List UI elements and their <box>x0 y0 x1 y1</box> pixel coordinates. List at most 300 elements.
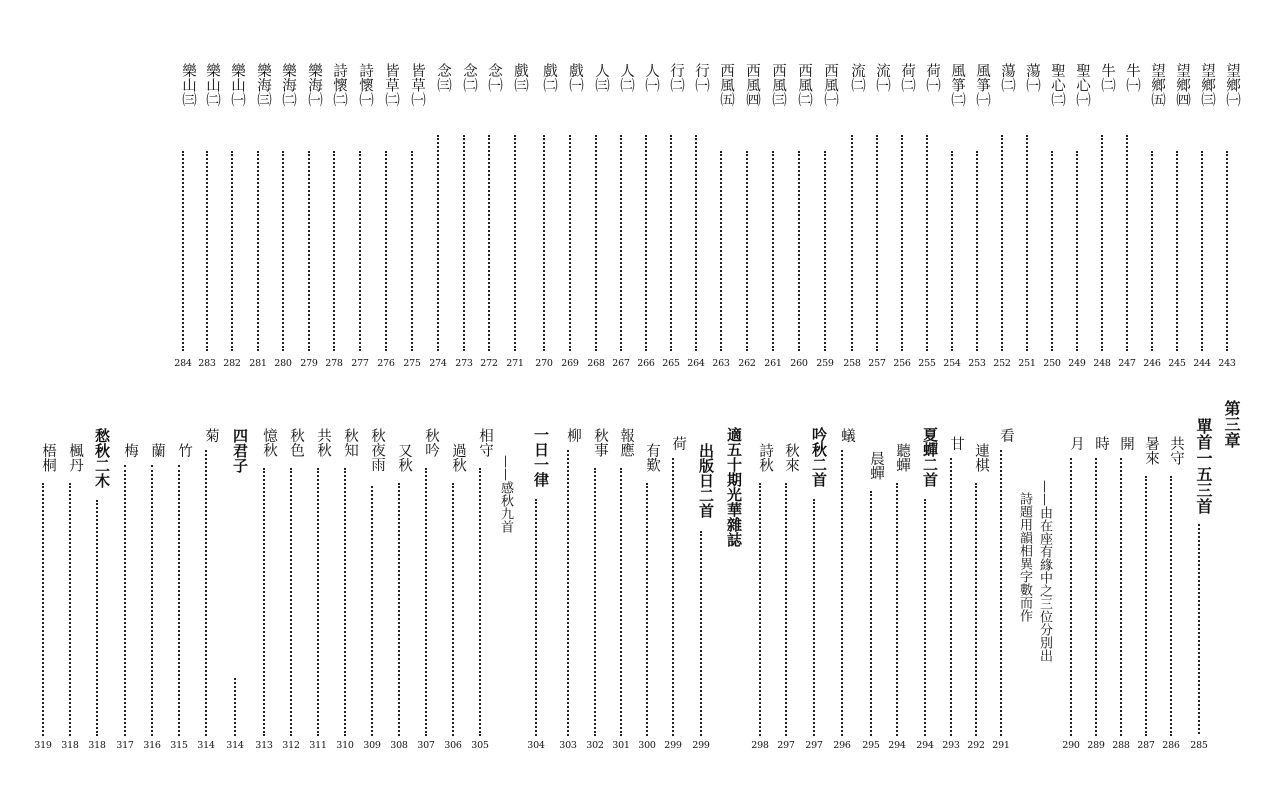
chapter-title: 第三章 <box>1222 400 1241 448</box>
leader-dots <box>1026 135 1028 351</box>
entry-page-number: 294 <box>888 740 906 751</box>
toc-entry <box>1039 63 1065 373</box>
toc-entry <box>889 63 915 373</box>
entry-title: 西風㈣ <box>744 63 760 107</box>
entry-page-number: 279 <box>300 358 318 369</box>
toc-entry <box>359 428 385 758</box>
toc-entry <box>1108 436 1134 758</box>
entry-title: 望鄉㈠ <box>1224 63 1240 107</box>
leader-dots <box>594 468 596 736</box>
entry-page-number: 265 <box>662 358 680 369</box>
entry-title: 牛㈠ <box>1124 63 1140 92</box>
entry-page-number: 252 <box>993 358 1011 369</box>
toc-entry <box>467 428 493 758</box>
entry-page-number: 273 <box>455 358 473 369</box>
entry-page-number: 271 <box>506 358 524 369</box>
leader-dots <box>234 678 236 736</box>
entry-title: 竹 <box>176 443 192 458</box>
side-note: ——感秋九首 <box>498 455 513 533</box>
leader-dots <box>924 499 926 736</box>
toc-entry <box>502 63 528 373</box>
toc-entry <box>84 428 110 758</box>
leader-dots <box>772 151 774 351</box>
entry-page-number: 293 <box>942 740 960 751</box>
toc-entry <box>1064 63 1090 373</box>
entry-title: 秋知 <box>342 428 358 457</box>
entry-page-number: 250 <box>1043 358 1061 369</box>
entry-title: 梧桐 <box>40 443 56 472</box>
leader-dots <box>1145 476 1147 736</box>
toc-entry <box>1189 63 1215 373</box>
entry-page-number: 285 <box>1190 740 1208 751</box>
leader-dots <box>646 483 648 736</box>
entry-page-number: 270 <box>535 358 553 369</box>
entry-page-number: 264 <box>687 358 705 369</box>
toc-entry <box>839 63 865 373</box>
entry-title: 楓丹 <box>67 443 83 472</box>
leader-dots <box>1070 458 1072 736</box>
entry-title: 流㈡ <box>849 63 865 92</box>
section-title: 單首一五三首 <box>1194 418 1213 514</box>
entry-title: 樂海㈠ <box>306 63 322 107</box>
toc-entry <box>988 428 1014 758</box>
entry-title: 望鄉㈢ <box>1199 63 1215 107</box>
toc-entry <box>829 428 855 758</box>
entry-title: 秋色 <box>288 428 304 457</box>
entry-title: 念㈡ <box>461 63 477 92</box>
entry-page-number: 311 <box>309 740 327 751</box>
entry-title: 又秋 <box>396 443 412 472</box>
entry-page-number: 303 <box>559 740 577 751</box>
entry-title: 秋吟 <box>423 428 439 457</box>
toc-entry <box>989 63 1015 373</box>
entry-title: 樂海㈡ <box>280 63 296 107</box>
toc-entry <box>30 443 56 758</box>
leader-dots <box>344 468 346 736</box>
toc-entry <box>773 443 799 758</box>
entry-title: 西風㈢ <box>770 63 786 107</box>
leader-dots <box>308 151 310 351</box>
toc-entry <box>555 428 581 758</box>
entry-title: 吟秋二首 <box>810 427 828 487</box>
toc-entry <box>963 443 989 758</box>
entry-title: 行㈠ <box>693 63 709 92</box>
side-note: ——由在座有緣中之三位分別出 <box>1037 480 1052 662</box>
toc-entry <box>633 63 659 373</box>
leader-dots <box>1051 151 1053 351</box>
entry-title: 愁秋二木 <box>93 428 111 488</box>
toc-entry <box>193 428 219 758</box>
entry-page-number: 297 <box>777 740 795 751</box>
toc-entry <box>170 63 196 373</box>
leader-dots <box>700 531 702 736</box>
toc-entry <box>139 443 165 758</box>
entry-title: 秋事 <box>592 428 608 457</box>
entry-page-number: 309 <box>363 740 381 751</box>
toc-entry <box>760 63 786 373</box>
entry-page-number: 299 <box>664 740 682 751</box>
entry-title: 西風㈡ <box>796 63 812 107</box>
entry-title: 牛㈡ <box>1099 63 1115 92</box>
toc-entry <box>1139 63 1165 373</box>
entry-page-number: 246 <box>1143 358 1161 369</box>
entry-page-number: 266 <box>637 358 655 369</box>
entry-title: 蕩㈡ <box>999 63 1015 92</box>
toc-entry <box>531 63 557 373</box>
entry-title: 詩懷㈡ <box>331 63 347 107</box>
leader-dots <box>926 135 928 351</box>
toc-entry <box>523 427 549 758</box>
entry-page-number: 294 <box>916 740 934 751</box>
leader-dots <box>452 483 454 736</box>
toc-entry <box>914 63 940 373</box>
entry-page-number: 263 <box>712 358 730 369</box>
toc-entry <box>305 428 331 758</box>
entry-page-number: 295 <box>862 740 880 751</box>
leader-dots <box>96 500 98 736</box>
entry-page-number: 282 <box>223 358 241 369</box>
leader-dots <box>901 135 903 351</box>
entry-page-number: 288 <box>1112 740 1130 751</box>
toc-entry <box>938 436 964 758</box>
toc-entry <box>1058 436 1084 758</box>
toc-entry <box>1014 63 1040 373</box>
entry-title: 聽蟬 <box>894 443 910 472</box>
entry-title: 看 <box>998 428 1014 443</box>
leader-dots <box>746 151 748 351</box>
leader-dots <box>479 468 481 736</box>
entry-title: 相守 <box>477 428 493 457</box>
toc-entry <box>112 443 138 758</box>
entry-title: 出版日二首 <box>697 443 715 518</box>
leader-dots <box>870 491 872 736</box>
toc-entry <box>858 451 884 758</box>
entry-title: 晨蟬 <box>868 451 884 480</box>
toc-entry <box>939 63 965 373</box>
entry-title: 秋夜雨 <box>369 428 385 472</box>
entry-title: 有歎 <box>644 443 660 472</box>
entry-title: 夏蟬二首 <box>921 427 939 487</box>
entry-page-number: 302 <box>586 740 604 751</box>
entry-page-number: 287 <box>1137 740 1155 751</box>
toc-entry <box>786 63 812 373</box>
entry-title: 風箏㈠ <box>974 63 990 107</box>
leader-dots <box>1120 458 1122 736</box>
entry-page-number: 281 <box>249 358 267 369</box>
entry-page-number: 257 <box>868 358 886 369</box>
entry-title: 一日一律 <box>532 427 550 487</box>
entry-title: 念㈢ <box>435 63 451 92</box>
toc-entry <box>222 428 248 758</box>
entry-title: 西風㈤ <box>718 63 734 107</box>
leader-dots <box>535 499 537 736</box>
toc-entry <box>608 428 634 758</box>
leader-dots <box>488 135 490 351</box>
leader-dots <box>178 465 180 736</box>
entry-page-number: 256 <box>893 358 911 369</box>
leader-dots <box>437 135 439 351</box>
entry-title: 暑來 <box>1143 436 1159 465</box>
toc-entry <box>278 428 304 758</box>
entry-page-number: 292 <box>967 740 985 751</box>
entry-title: 戲㈢ <box>512 63 528 92</box>
entry-title: 詩懷㈠ <box>357 63 373 107</box>
toc-entry <box>557 63 583 373</box>
entry-page-number: 310 <box>336 740 354 751</box>
toc-entry <box>812 63 838 373</box>
leader-dots <box>951 151 953 351</box>
entry-title: 時 <box>1093 436 1109 451</box>
entry-page-number: 253 <box>968 358 986 369</box>
leader-dots <box>317 468 319 736</box>
entry-title: 西風㈠ <box>822 63 838 107</box>
entry-page-number: 262 <box>738 358 756 369</box>
toc-entry <box>476 63 502 373</box>
entry-page-number: 304 <box>527 740 545 751</box>
entry-title: 風箏㈡ <box>949 63 965 107</box>
entry-page-number: 298 <box>751 740 769 751</box>
entry-title: 蟻 <box>839 428 855 443</box>
leader-dots <box>124 465 126 736</box>
toc-entry <box>425 63 451 373</box>
toc-entry <box>884 443 910 758</box>
entry-page-number: 261 <box>764 358 782 369</box>
entry-page-number: 319 <box>34 740 52 751</box>
leader-dots <box>333 151 335 351</box>
toc-entry <box>964 63 990 373</box>
toc-entry <box>734 63 760 373</box>
toc-entry <box>373 63 399 373</box>
toc-entry <box>166 443 192 758</box>
entry-page-number: 318 <box>88 740 106 751</box>
entry-title: 人㈢ <box>593 63 609 92</box>
entry-page-number: 308 <box>390 740 408 751</box>
entry-page-number: 258 <box>843 358 861 369</box>
entry-page-number: 248 <box>1093 358 1111 369</box>
entry-title: 皆草㈡ <box>383 63 399 107</box>
entry-title: 荷㈠ <box>924 63 940 92</box>
toc-entry <box>864 63 890 373</box>
toc-entry <box>413 428 439 758</box>
entry-title: 蕩㈠ <box>1024 63 1040 92</box>
entry-page-number: 284 <box>174 358 192 369</box>
entry-title: 開 <box>1118 436 1134 451</box>
entry-page-number: 299 <box>692 740 710 751</box>
leader-dots <box>1170 476 1172 736</box>
entry-page-number: 269 <box>561 358 579 369</box>
entry-title: 秋來 <box>783 443 799 472</box>
entry-title: 共秋 <box>315 428 331 457</box>
leader-dots <box>950 458 952 736</box>
entry-page-number: 278 <box>325 358 343 369</box>
leader-dots <box>1076 151 1078 351</box>
toc-entry <box>270 63 296 373</box>
toc-entry <box>582 428 608 758</box>
entry-page-number: 267 <box>612 358 630 369</box>
toc-entry <box>1114 63 1140 373</box>
entry-page-number: 283 <box>198 358 216 369</box>
toc-entry <box>747 443 773 758</box>
entry-title: 皆草㈠ <box>409 63 425 107</box>
entry-title: 人㈡ <box>618 63 634 92</box>
leader-dots <box>645 135 647 351</box>
entry-page-number: 314 <box>226 740 244 751</box>
journal-heading <box>716 427 742 587</box>
entry-page-number: 276 <box>377 358 395 369</box>
entry-title: 樂山㈠ <box>229 63 245 107</box>
entry-page-number: 286 <box>1162 740 1180 751</box>
toc-entry <box>634 443 660 758</box>
entry-title: 望鄉㈣ <box>1174 63 1190 107</box>
leader-dots <box>670 135 672 351</box>
leader-dots <box>720 151 722 351</box>
entry-page-number: 301 <box>612 740 630 751</box>
entry-page-number: 289 <box>1087 740 1105 751</box>
entry-page-number: 249 <box>1068 358 1086 369</box>
leader-dots <box>206 151 208 351</box>
entry-title: 過秋 <box>450 443 466 472</box>
entry-title: 聖心㈡ <box>1049 63 1065 107</box>
leader-dots <box>385 151 387 351</box>
leader-dots <box>205 450 207 736</box>
leader-dots <box>1000 450 1002 736</box>
toc-entry <box>296 63 322 373</box>
entry-page-number: 290 <box>1062 740 1080 751</box>
leader-dots <box>975 483 977 736</box>
entry-title: 詩秋 <box>757 443 773 472</box>
leader-dots <box>876 135 878 351</box>
leader-dots <box>42 483 44 736</box>
entry-page-number: 314 <box>197 740 215 751</box>
leader-dots <box>1198 524 1200 734</box>
entry-page-number: 291 <box>992 740 1010 751</box>
toc-entry <box>1083 436 1109 758</box>
toc-entry <box>440 443 466 758</box>
entry-page-number: 259 <box>816 358 834 369</box>
leader-dots <box>371 486 373 736</box>
toc-entry <box>912 427 938 758</box>
leader-dots <box>290 468 292 736</box>
toc-entry <box>347 63 373 373</box>
entry-title: 梅 <box>122 443 138 458</box>
entry-title: 四君子 <box>231 428 249 473</box>
entry-page-number: 307 <box>417 740 435 751</box>
entry-title: 樂海㈢ <box>255 63 271 107</box>
leader-dots <box>851 135 853 351</box>
toc-entry <box>683 63 709 373</box>
toc-entry <box>245 63 271 373</box>
toc-entry <box>332 428 358 758</box>
entry-page-number: 254 <box>943 358 961 369</box>
leader-dots <box>263 468 265 736</box>
entry-title: 聖心㈠ <box>1074 63 1090 107</box>
entry-page-number: 272 <box>480 358 498 369</box>
side-note: 詩題用韻相異字數而作 <box>1017 492 1032 622</box>
entry-page-number: 243 <box>1218 358 1236 369</box>
entry-page-number: 260 <box>790 358 808 369</box>
toc-entry <box>583 63 609 373</box>
leader-dots <box>896 483 898 736</box>
leader-dots <box>1226 151 1228 351</box>
toc-entry <box>57 443 83 758</box>
toc-entry <box>219 63 245 373</box>
entry-title: 行㈡ <box>668 63 684 92</box>
leader-dots <box>1001 135 1003 351</box>
leader-dots <box>1101 135 1103 351</box>
entry-page-number: 275 <box>403 358 421 369</box>
entry-title: 蘭 <box>149 443 165 458</box>
leader-dots <box>672 458 674 736</box>
entry-page-number: 312 <box>282 740 300 751</box>
entry-page-number: 305 <box>471 740 489 751</box>
entry-page-number: 306 <box>444 740 462 751</box>
chapter-heading <box>1214 400 1240 460</box>
toc-entry <box>708 63 734 373</box>
entry-title: 樂山㈢ <box>180 63 196 107</box>
leader-dots <box>231 151 233 351</box>
leader-dots <box>798 151 800 351</box>
entry-title: 人㈠ <box>643 63 659 92</box>
leader-dots <box>785 483 787 736</box>
entry-page-number: 255 <box>918 358 936 369</box>
leader-dots <box>282 151 284 351</box>
leader-dots <box>759 483 761 736</box>
leader-dots <box>543 135 545 351</box>
entry-page-number: 244 <box>1193 358 1211 369</box>
leader-dots <box>813 499 815 736</box>
entry-title: 樂山㈡ <box>204 63 220 107</box>
leader-dots <box>1095 458 1097 736</box>
leader-dots <box>976 151 978 351</box>
entry-title: 報應 <box>618 428 634 457</box>
leader-dots <box>595 135 597 351</box>
toc-entry <box>1214 63 1240 373</box>
toc-entry <box>251 428 277 758</box>
toc-entry <box>801 427 827 758</box>
leader-dots <box>359 151 361 351</box>
leader-dots <box>514 135 516 351</box>
entry-page-number: 317 <box>116 740 134 751</box>
entry-page-number: 277 <box>351 358 369 369</box>
leader-dots <box>695 135 697 351</box>
toc-entry <box>321 63 347 373</box>
entry-page-number: 318 <box>61 740 79 751</box>
toc-entry <box>660 436 686 758</box>
leader-dots <box>151 465 153 736</box>
entry-title: 柳 <box>565 428 581 443</box>
toc-entry <box>1164 63 1190 373</box>
leader-dots <box>257 151 259 351</box>
leader-dots <box>567 450 569 736</box>
entry-page-number: 315 <box>170 740 188 751</box>
entry-page-number: 297 <box>805 740 823 751</box>
entry-title: 連棋 <box>973 443 989 472</box>
entry-page-number: 274 <box>429 358 447 369</box>
leader-dots <box>1126 135 1128 351</box>
entry-page-number: 313 <box>255 740 273 751</box>
entry-title: 共守 <box>1168 436 1184 465</box>
leader-dots <box>425 468 427 736</box>
entry-page-number: 251 <box>1018 358 1036 369</box>
leader-dots <box>841 450 843 736</box>
toc-entry <box>658 63 684 373</box>
entry-title: 念㈠ <box>486 63 502 92</box>
toc-entry-section <box>1186 418 1212 758</box>
entry-title: 荷 <box>670 436 686 451</box>
toc-entry <box>688 443 714 758</box>
leader-dots <box>824 151 826 351</box>
toc-entry <box>451 63 477 373</box>
